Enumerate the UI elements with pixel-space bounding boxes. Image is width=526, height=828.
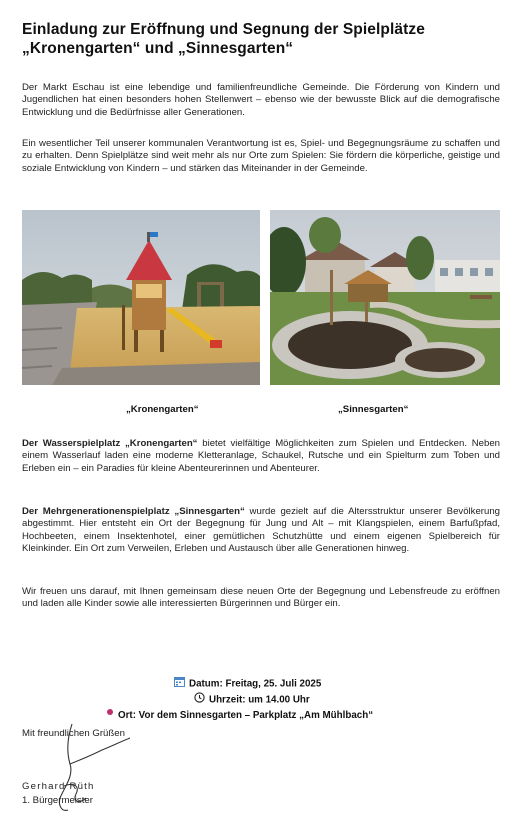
event-date-row [174,676,321,692]
event-time: Uhrzeit: um 14.00 Uhr [209,694,310,706]
kronengarten-caption: „Kronengarten“ [126,404,199,415]
sinnesgarten-paragraph [22,506,500,556]
invitation-title [22,20,500,58]
kronengarten-paragraph [22,438,500,475]
sinnesgarten-heading: Der Mehrgenerationenspielplatz „Sinnesgarten“ [22,506,245,517]
playground-photos [22,210,500,385]
sinnesgarten-photo [270,210,500,385]
kronengarten-photo [22,210,260,385]
kronengarten-heading: Der Wasserspielplatz „Kronengarten“ [22,438,198,449]
title-line-2: „Kronengarten“ und „Sinnesgarten“ [22,40,294,57]
title-line-1: Einladung zur Eröffnung und Segnung der Spielplätze [22,21,425,38]
signer-name: Gerhard Rüth [22,781,95,792]
intro-paragraph-1: Der Markt Eschau ist eine lebendige und familienfreundliche Gemeinde. Die Förderung von Kindern und Jugendlichen hat einen besonders hohen Stellenwert – ebenso wie der bewusste Blick auf die demografische Entwicklung und die Bedürfnisse aller Generationen. [22,82,500,118]
calendar-icon [174,676,185,692]
event-date: Datum: Freitag, 25. Juli 2025 [189,678,322,690]
sinnesgarten-text: wurde gezielt auf die Altersstruktur unserer Bevölkerung abgestimmt. Hier entsteht ein Ort der Begegnung für Jung und Alt – mit Klangspielen, einem Barfußpfad, Hochbeeten, einem Insektenhotel, einer gemütlichen Schutzhütte und einem eigenen Spielbereich für Kleinkinder. Ein Ort zum Verweilen, Erleben und Austausch über alle Generationen hinweg. [22,506,500,555]
closing-greeting: Mit freundlichen Grüßen [22,728,125,739]
event-place: Ort: Vor dem Sinnesgarten – Parkplatz „Am Mühlbach“ [118,710,374,722]
invitation-page [22,20,501,806]
sinnesgarten-caption: „Sinnesgarten“ [338,404,409,415]
signer-role: 1. Bürgermeister [22,795,93,806]
event-time-row [194,692,310,708]
handwritten-signature [50,716,160,826]
invitation-paragraph: Wir freuen uns darauf, mit Ihnen gemeinsam diese neuen Orte der Begegnung und Lebensfreude zu eröffnen und laden alle Kinder sowie alle interessierten Bürgerinnen und Bürger ein. [22,586,500,610]
intro-paragraph-2: Ein wesentlicher Teil unserer kommunalen Verantwortung ist es, Spiel- und Begegnungsräume zu schaffen und zu erhalten. Denn Spielplätze sind weit mehr als nur Orte zum Spielen: Sie fördern die körperliche, geistige und soziale Entwicklung von Kindern – und stärken das Miteinander in der Gemeinde. [22,138,500,174]
kronengarten-text: bietet vielfältige Möglichkeiten zum Spielen und Entdecken. Neben einem Wasserlauf laden eine moderne Kletteranlage, Schaukel, Rutsche und ein Spielturm zum Toben und Erleben ein – ein Paradies für kleine Abenteurerinnen und Abenteurer. [22,438,501,474]
clock-icon [194,692,205,708]
